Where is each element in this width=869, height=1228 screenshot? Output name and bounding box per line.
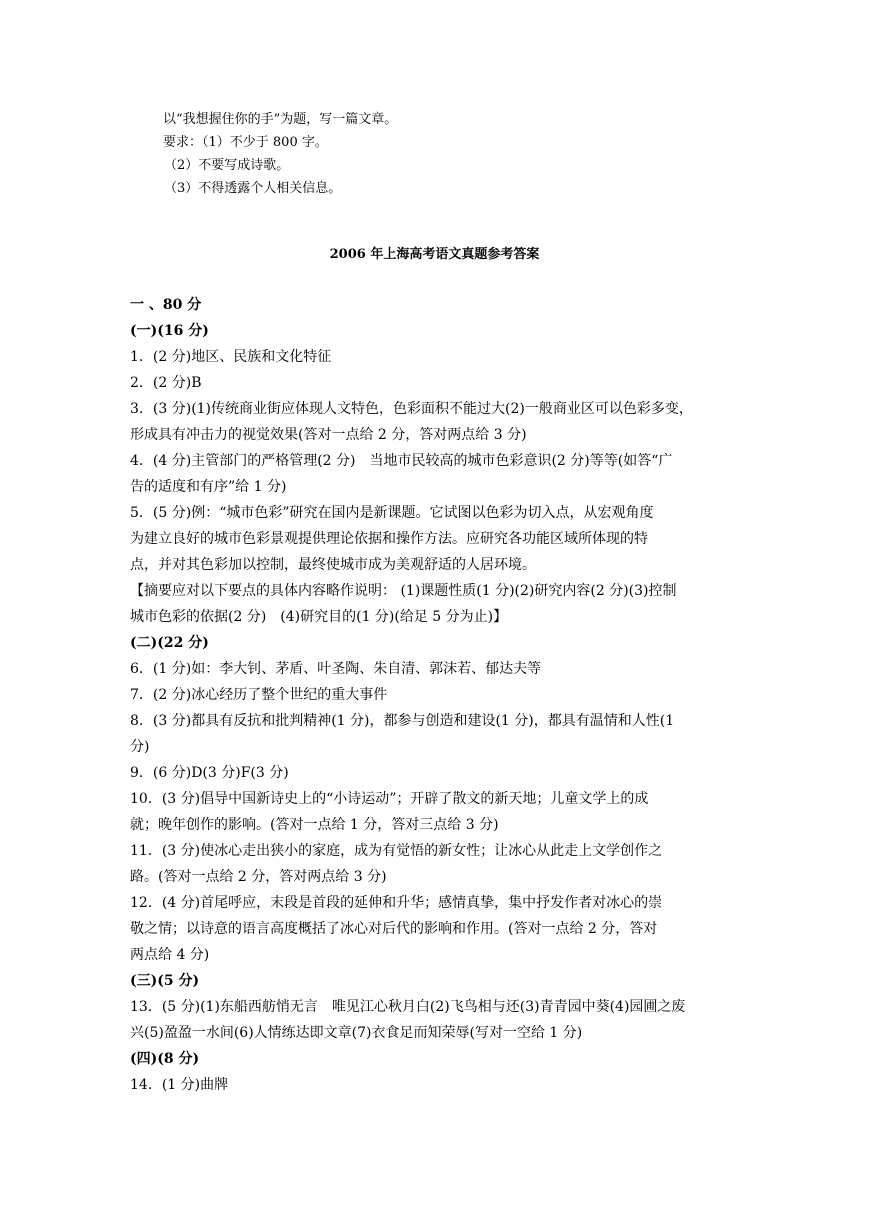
answer-line: 就；晚年创作的影响。(答对一点给 1 分，答对三点给 3 分) bbox=[130, 817, 499, 833]
answer-line: 11．(3 分)使冰心走出狭小的家庭，成为有觉悟的新女性；让冰心从此走上文学创作之 bbox=[130, 843, 663, 859]
section-heading: (一)(16 分) bbox=[130, 323, 209, 339]
answer-line: 3．(3 分)(1)传统商业街应体现人文特色，色彩面积不能过大(2)一般商业区可以色彩多变， bbox=[130, 401, 693, 417]
answer-line: 2．(2 分)B bbox=[130, 375, 202, 391]
answer-line: 告的适度和有序”给 1 分) bbox=[130, 479, 287, 495]
requirement-2: （2）不要写成诗歌。 bbox=[164, 158, 290, 173]
answer-line: 5．(5 分)例：“城市色彩”研究在国内是新课题。它试图以色彩为切入点，从宏观角度 bbox=[130, 505, 654, 521]
section-heading: (三)(5 分) bbox=[130, 973, 200, 989]
answer-line: 两点给 4 分) bbox=[130, 947, 210, 963]
answer-line: 4．(4 分)主管部门的严格管理(2 分) 当地市民较高的城市色彩意识(2 分)等等(如答“广 bbox=[130, 453, 673, 469]
essay-prompt bbox=[163, 108, 723, 200]
answer-line: 分) bbox=[130, 739, 150, 755]
answer-line: 9．(6 分)D(3 分)F(3 分) bbox=[130, 765, 289, 781]
answer-line: 城市色彩的依据(2 分) (4)研究目的(1 分)(给足 5 分为止)】 bbox=[130, 609, 508, 625]
essay-topic: 以“我想握住你的手”为题，写一篇文章。 bbox=[163, 112, 398, 127]
answer-line: 【摘要应对以下要点的具体内容略作说明： (1)课题性质(1 分)(2)研究内容(2 分)(3)控制 bbox=[130, 583, 677, 599]
section-heading: (四)(8 分) bbox=[130, 1051, 200, 1067]
requirement-3: （3）不得透露个人相关信息。 bbox=[164, 181, 342, 196]
answer-key-title: 2006 年上海高考语文真题参考答案 bbox=[329, 247, 540, 262]
answer-line: 7．(2 分)冰心经历了整个世纪的重大事件 bbox=[130, 687, 388, 703]
answer-key-body bbox=[130, 292, 742, 1098]
answer-line: 12．(4 分)首尾呼应，末段是首段的延伸和升华；感情真挚，集中抒发作者对冰心的崇 bbox=[130, 895, 663, 911]
answer-line: 形成具有冲击力的视觉效果(答对一点给 2 分，答对两点给 3 分) bbox=[130, 427, 527, 443]
answer-line: 8．(3 分)都具有反抗和批判精神(1 分)，都参与创造和建设(1 分)，都具有温情和人性(1 bbox=[130, 713, 675, 729]
section-heading: 一 、80 分 bbox=[130, 297, 202, 313]
answer-line: 1．(2 分)地区、民族和文化特征 bbox=[130, 349, 332, 365]
answer-line: 路。(答对一点给 2 分，答对两点给 3 分) bbox=[130, 869, 387, 885]
answer-line: 兴(5)盈盈一水间(6)人情练达即文章(7)衣食足而知荣辱(写对一空给 1 分) bbox=[130, 1025, 583, 1041]
answer-line: 为建立良好的城市色彩景观提供理论依据和操作方法。应研究各功能区域所体现的特 bbox=[130, 531, 648, 547]
answer-line: 10．(3 分)倡导中国新诗史上的“小诗运动”；开辟了散文的新天地；儿童文学上的成 bbox=[130, 791, 649, 807]
answer-line: 13．(5 分)(1)东船西舫悄无言 唯见江心秋月白(2)飞鸟相与还(3)青青园中葵(4)园圃之废 bbox=[130, 999, 686, 1015]
section-heading: (二)(22 分) bbox=[130, 635, 209, 651]
requirement-1: 要求：（1）不少于 800 字。 bbox=[163, 135, 328, 150]
answer-line: 点，并对其色彩加以控制，最终使城市成为美观舒适的人居环境。 bbox=[130, 557, 536, 573]
answer-line: 敬之情；以诗意的语言高度概括了冰心对后代的影响和作用。(答对一点给 2 分，答对 bbox=[130, 921, 658, 937]
answer-line: 6．(1 分)如：李大钊、茅盾、叶圣陶、朱自清、郭沫若、郁达夫等 bbox=[130, 661, 542, 677]
answer-line: 14．(1 分)曲牌 bbox=[130, 1077, 229, 1093]
